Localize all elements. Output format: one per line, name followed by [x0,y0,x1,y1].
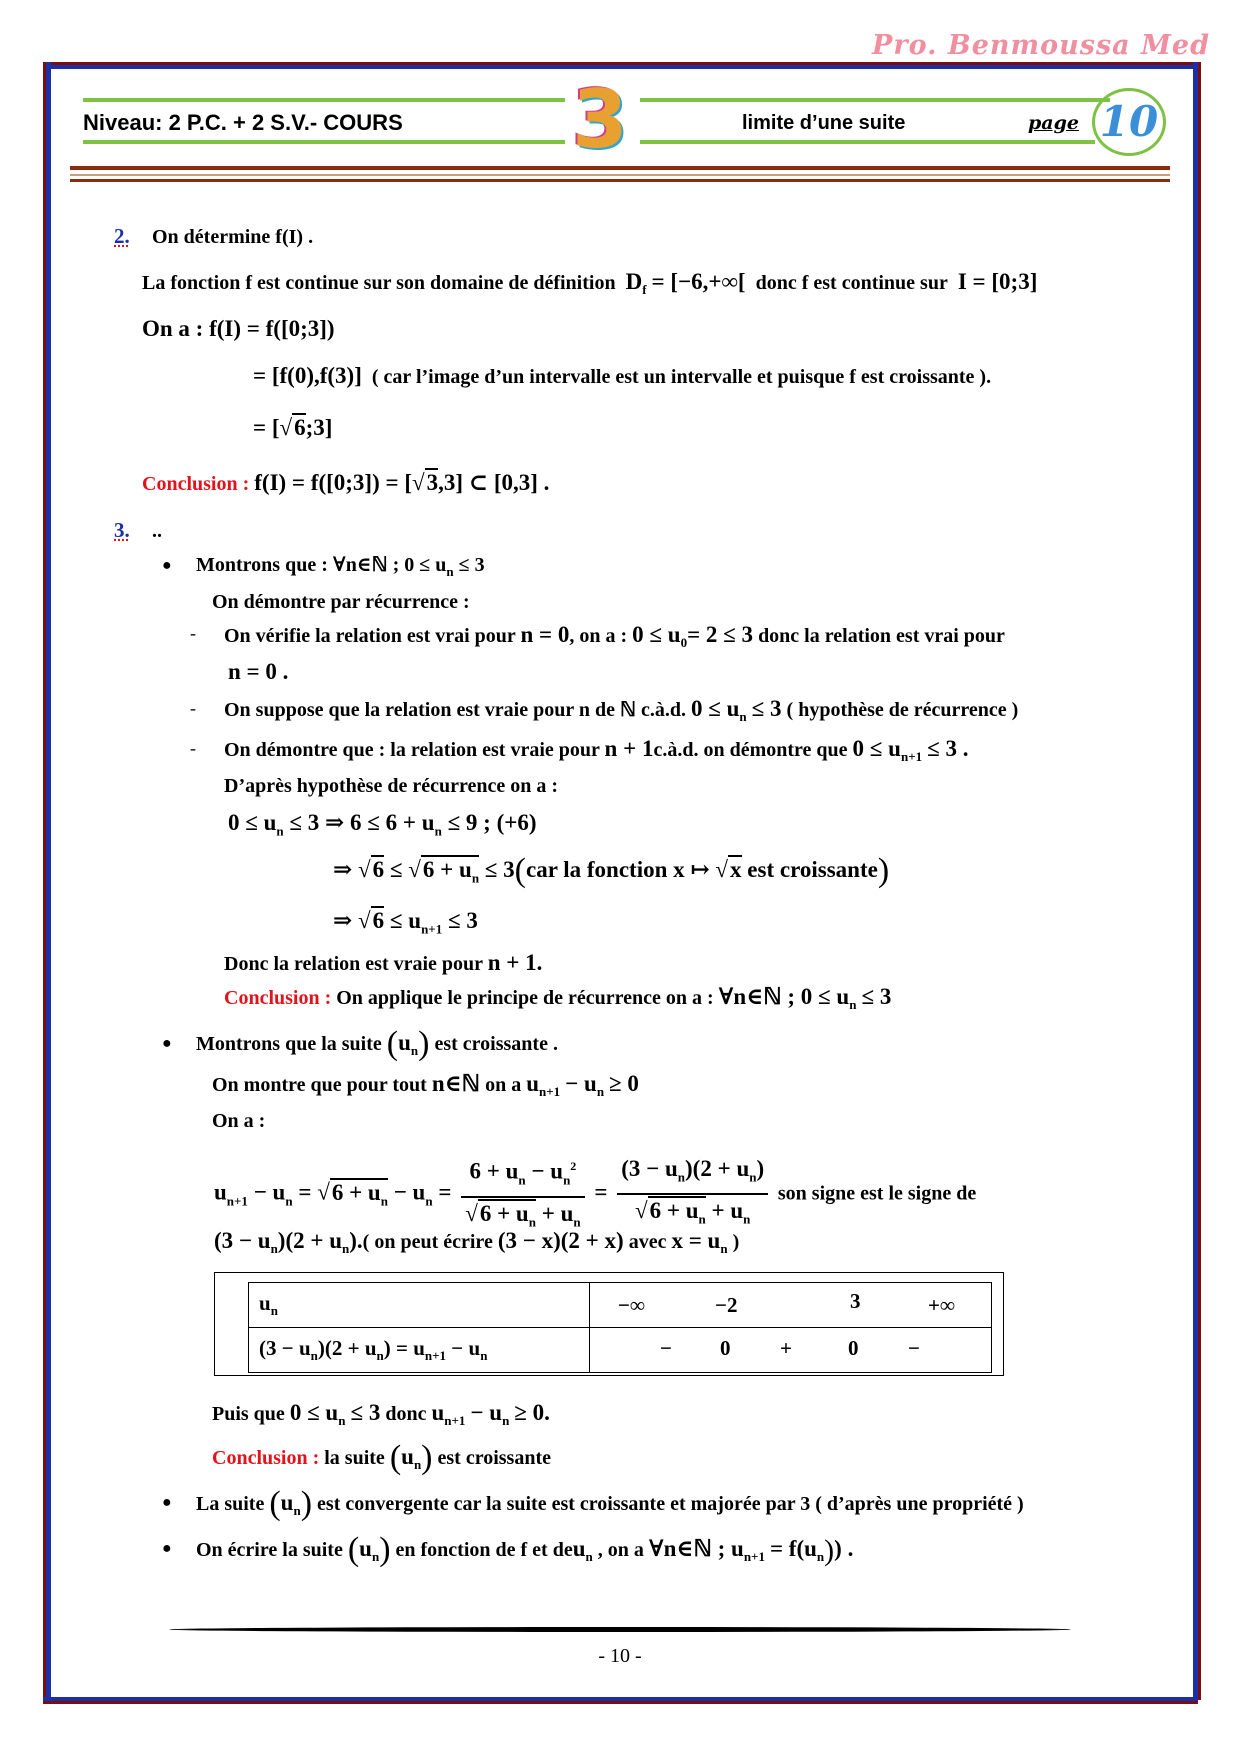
header-line-right-top [640,98,1110,102]
part2-ona: On a : f(I) = f([0;3]) [142,316,335,341]
chapter-number: 3 [572,73,628,166]
sign-line: $(3 - u_n)(2 + u_n)$.( on peut écrire (3 − x)(2 + x) avec $x = u_n$ ) [214,1228,740,1256]
rec-step3: On démontre que : la relation est vraie pour n + 1c.à.d. on démontre que $0 \le u_{n+1} \le 3$ . [224,736,969,764]
inequality-1: $0 \le u_n \le 3$ ⇒ $6 \le 6 + u_n \le 9$ ; (+6) [228,810,537,839]
bullet3-line: La suite $(u_n)$ est convergente car la suite est croissante et majorée par 3 ( d’après une propriété ) [196,1485,1024,1522]
bullet2-title: Montrons que la suite $(u_n)$ est croissante . [196,1025,558,1062]
header-line-left-top [83,98,565,102]
table-cell-label: $(3 - u_n)(2 + u_n) = u_{n+1} - u_n$ [249,1328,590,1373]
page-label: page [1028,112,1079,134]
header-line-left-bottom [83,140,565,144]
puis-line: Puis que $0 \le u_n \le 3$ donc $u_{n+1} - u_n \ge 0$. [212,1400,550,1428]
rec-step1-tail: n = 0 . [228,659,289,684]
footer-page-number: - 10 - [598,1645,642,1667]
sign-table [248,1282,992,1373]
part2-conclusion: Conclusion : f(I) = f([0;3]) = [√3,3] ⊂ [0,3] . [142,470,550,495]
bullet1-title: Montrons que : ∀n∈ℕ ; $0 \le u_n \le 3$ [196,554,485,579]
footer-divider [170,1628,1070,1631]
equation-diff: $u_{n+1} - u_n = √6 + u_n - u_n$ = $\frac{6 + u_n - u_n^2}{√6 + u_n + u_n}$ = $\frac{(3 - u_n)(2 + u_n)}{√6 + u_n + u_n}$ son signe est le signe de [214,1150,976,1239]
frame-left [43,62,51,1700]
part2-step2: = [√6;3] [253,415,333,440]
header-divider-3 [70,179,1170,182]
dash-3: - [190,738,196,758]
croissante-conclusion: Conclusion : la suite $(u_n)$ est croissante [212,1439,551,1476]
header-divider-2 [70,174,1170,176]
part2-step1: = [f(0),f(3)] ( car l’image d’un intervalle est un intervalle et puisque f est croissante ). [253,363,992,388]
header-line-right-bottom [640,140,1095,144]
bullet-1: ● [162,557,172,574]
hypothesis-line: D’après hypothèse de récurrence on a : [224,775,559,797]
recurrence-conclusion: Conclusion : On applique le principe de récurrence on a : ∀n∈ℕ ; $0 \le u_n \le 3$ [224,984,892,1012]
bullet-3: ● [162,1494,172,1511]
table-cell-values: − 0 + 0 − [590,1328,992,1373]
frame-bottom [43,1697,1198,1704]
table-cell-label: $u_n$ [249,1283,590,1328]
table-row [249,1283,992,1328]
section-number-2: 2. [114,224,130,248]
ona-line: On a : [212,1110,266,1132]
part2-line1: La fonction f est continue sur son domaine de définition $D_f = [-6,+\infty$[ donc f est continue sur I = [0;3] [142,269,1038,297]
table-row [249,1328,992,1373]
bullet-4: ● [162,1540,172,1557]
frame-top [43,62,1198,69]
donc-line: Donc la relation est vraie pour n + 1. [224,950,543,975]
chapter-title: limite d’une suite [742,112,906,134]
rec-step2: On suppose que la relation est vraie pour n de ℕ c.à.d. $0 \le u_n \le 3$ ( hypothèse de récurrence ) [224,696,1019,724]
table-cell-values: −∞ −2 3 +∞ [590,1283,992,1328]
inequality-2: ⇒ $√6 \le √6 + u_n \le 3(car$ la fonction x ↦ √x est croissante) [333,852,890,889]
section-number-3: 3. [114,518,130,542]
recurrence-intro: On démontre par récurrence : [212,591,470,613]
montre-line: On montre que pour tout n∈ℕ on a $u_{n+1} - u_n \ge 0$ [212,1071,639,1099]
rec-step1: On vérifie la relation est vrai pour n = 0, on a : $0 \le u_0= 2 \le 3$ donc la relation est vrai pour [224,622,1005,650]
bullet4-line: On écrire la suite $(u_n)$ en fonction de f et deu$_n$ , on a ∀n∈ℕ ; $u_{n+1} = f(u_n)$) . [196,1531,854,1568]
bullet-2: ● [162,1035,172,1052]
part3-dots: .. [152,520,162,542]
frame-right [1193,62,1201,1700]
dash-2: - [190,698,196,718]
author-signature: Pro. Benmoussa Med [872,30,1210,61]
page-number-badge: 10 [1092,88,1166,156]
header-divider-1 [70,166,1170,170]
dash-1: - [190,623,196,643]
course-level: Niveau: 2 P.C. + 2 S.V.- COURS [83,110,403,135]
inequality-3: ⇒ $√6 \le u_{n+1} \le 3$ [333,908,478,937]
part2-intro: On détermine f(I) . [152,226,314,248]
